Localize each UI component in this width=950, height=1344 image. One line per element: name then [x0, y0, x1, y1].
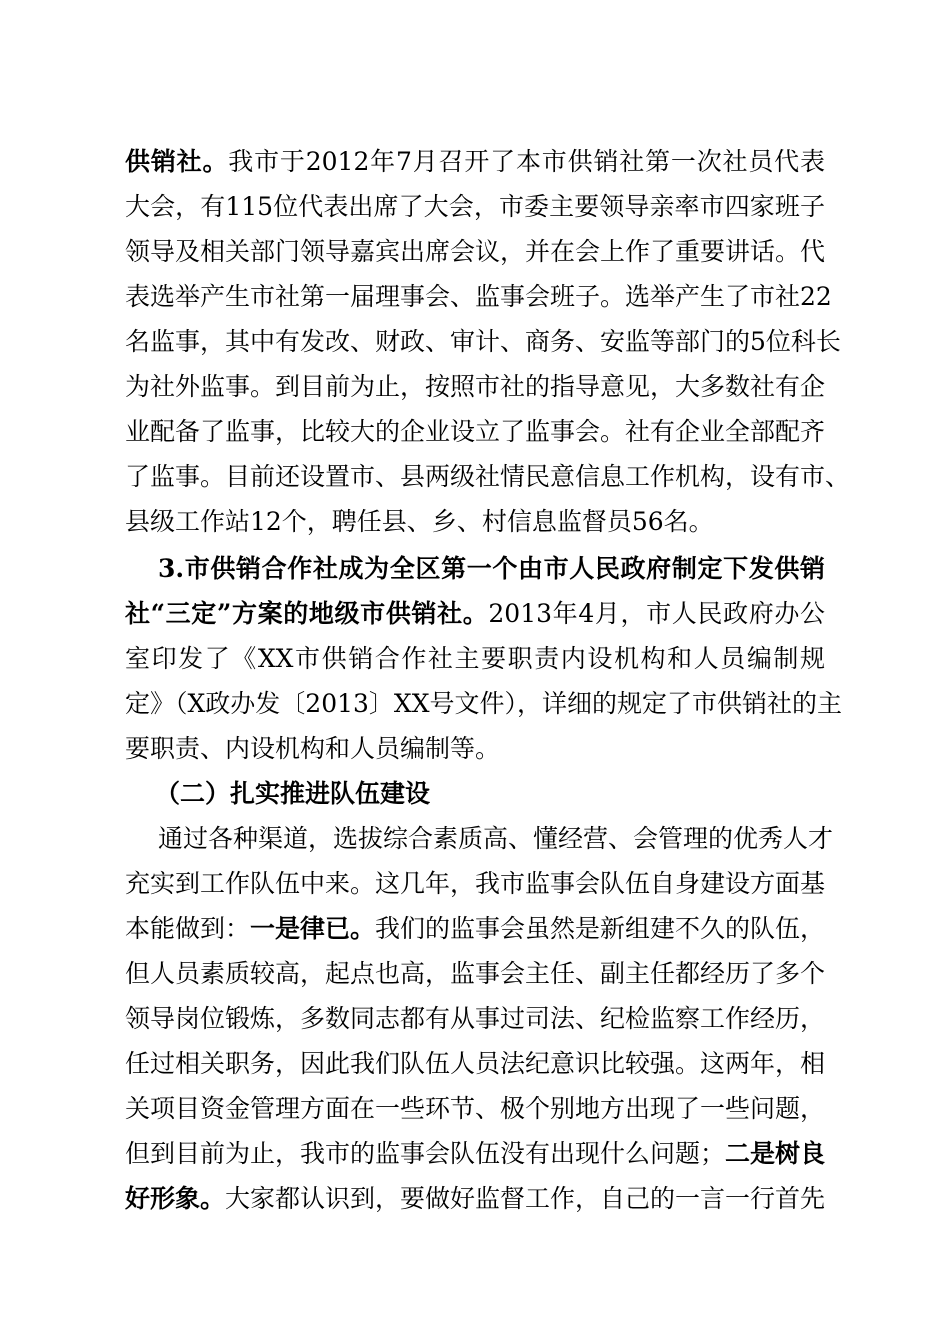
text-line [158, 547, 825, 591]
text-line [125, 997, 825, 1041]
text-run: 但到目前为止，我市的监事会队伍没有出现什么问题； [125, 1139, 726, 1168]
text-line [125, 230, 825, 274]
text-run: 室印发了《XX市供销合作社主要职责内设机构和人员编制规 [125, 644, 825, 673]
text-line [125, 455, 851, 499]
text-run: 领导及相关部门领导嘉宾出席会议，并在会上作了重要讲话。代 [125, 237, 826, 266]
text-run: 任过相关职务，因此我们队伍人员法纪意识比较强。这两年，相 [125, 1049, 826, 1078]
text-line [125, 275, 832, 319]
text-line [125, 907, 825, 951]
text-line [125, 637, 825, 681]
text-line [125, 1087, 825, 1131]
text-line [125, 727, 825, 771]
bold-run: 二是树良 [725, 1139, 826, 1168]
bold-run: 好形象。 [125, 1184, 226, 1213]
text-line [125, 592, 825, 636]
text-line [125, 1177, 825, 1221]
text-run: 大会，有115位代表出席了大会，市委主要领导亲率市四家班子 [125, 192, 825, 221]
text-run: 本能做到： [125, 914, 251, 943]
text-line [125, 140, 825, 184]
bold-run: 供销社。 [125, 147, 229, 176]
text-run: 表选举产生市社第一届理事会、监事会班子。选举产生了市社22 [125, 282, 832, 311]
text-run: 为社外监事。到目前为止，按照市社的指导意见，大多数社有企 [125, 372, 826, 401]
text-run: 通过各种渠道，选拔综合素质高、懂经营、会管理的优秀人才 [158, 824, 834, 853]
text-line [125, 862, 825, 906]
text-line [158, 817, 834, 861]
text-run: 领导岗位锻炼，多数同志都有从事过司法、纪检监察工作经历， [125, 1004, 826, 1033]
text-run: 名监事，其中有发改、财政、审计、商务、安监等部门的5位科长 [125, 327, 841, 356]
text-run: 我市于2012年7月召开了本市供销社第一次社员代表 [228, 147, 825, 176]
text-run: 要职责、内设机构和人员编制等。 [125, 734, 501, 763]
text-run: 业配备了监事，比较大的企业设立了监事会。社有企业全部配齐 [125, 417, 826, 446]
text-run: 我们的监事会虽然是新组建不久的队伍， [375, 914, 826, 943]
text-line [125, 682, 843, 726]
text-run: 但人员素质较高，起点也高，监事会主任、副主任都经历了多个 [125, 959, 826, 988]
text-run: 关项目资金管理方面在一些环节、极个别地方出现了一些问题， [125, 1094, 826, 1123]
text-line [125, 1042, 825, 1086]
text-line [125, 410, 825, 454]
text-run: 定》（X政办发〔2013〕XX号文件），详细的规定了市供销社的主 [125, 689, 843, 718]
text-line [125, 365, 825, 409]
text-line [125, 1132, 825, 1176]
text-line [125, 320, 841, 364]
text-run: 大家都认识到，要做好监督工作，自己的一言一行首先 [225, 1184, 826, 1213]
text-run: 2013年4月，市人民政府办公 [488, 599, 826, 628]
text-line [125, 500, 825, 544]
text-line [125, 185, 825, 229]
text-run: 充实到工作队伍中来。这几年，我市监事会队伍自身建设方面基 [125, 869, 826, 898]
text-run: 了监事。目前还设置市、县两级社情民意信息工作机构，设有市、 [125, 462, 851, 491]
section-heading [155, 772, 825, 816]
bold-run: 3.市供销合作社成为全区第一个由市人民政府制定下发供销 [158, 554, 825, 583]
bold-run: 社“三定”方案的地级市供销社。 [125, 599, 489, 628]
bold-run: （二）扎实推进队伍建设 [155, 779, 431, 808]
text-line [125, 952, 825, 996]
text-run: 县级工作站12个，聘任县、乡、村信息监督员56名。 [125, 507, 714, 536]
bold-run: 一是律已。 [250, 914, 376, 943]
